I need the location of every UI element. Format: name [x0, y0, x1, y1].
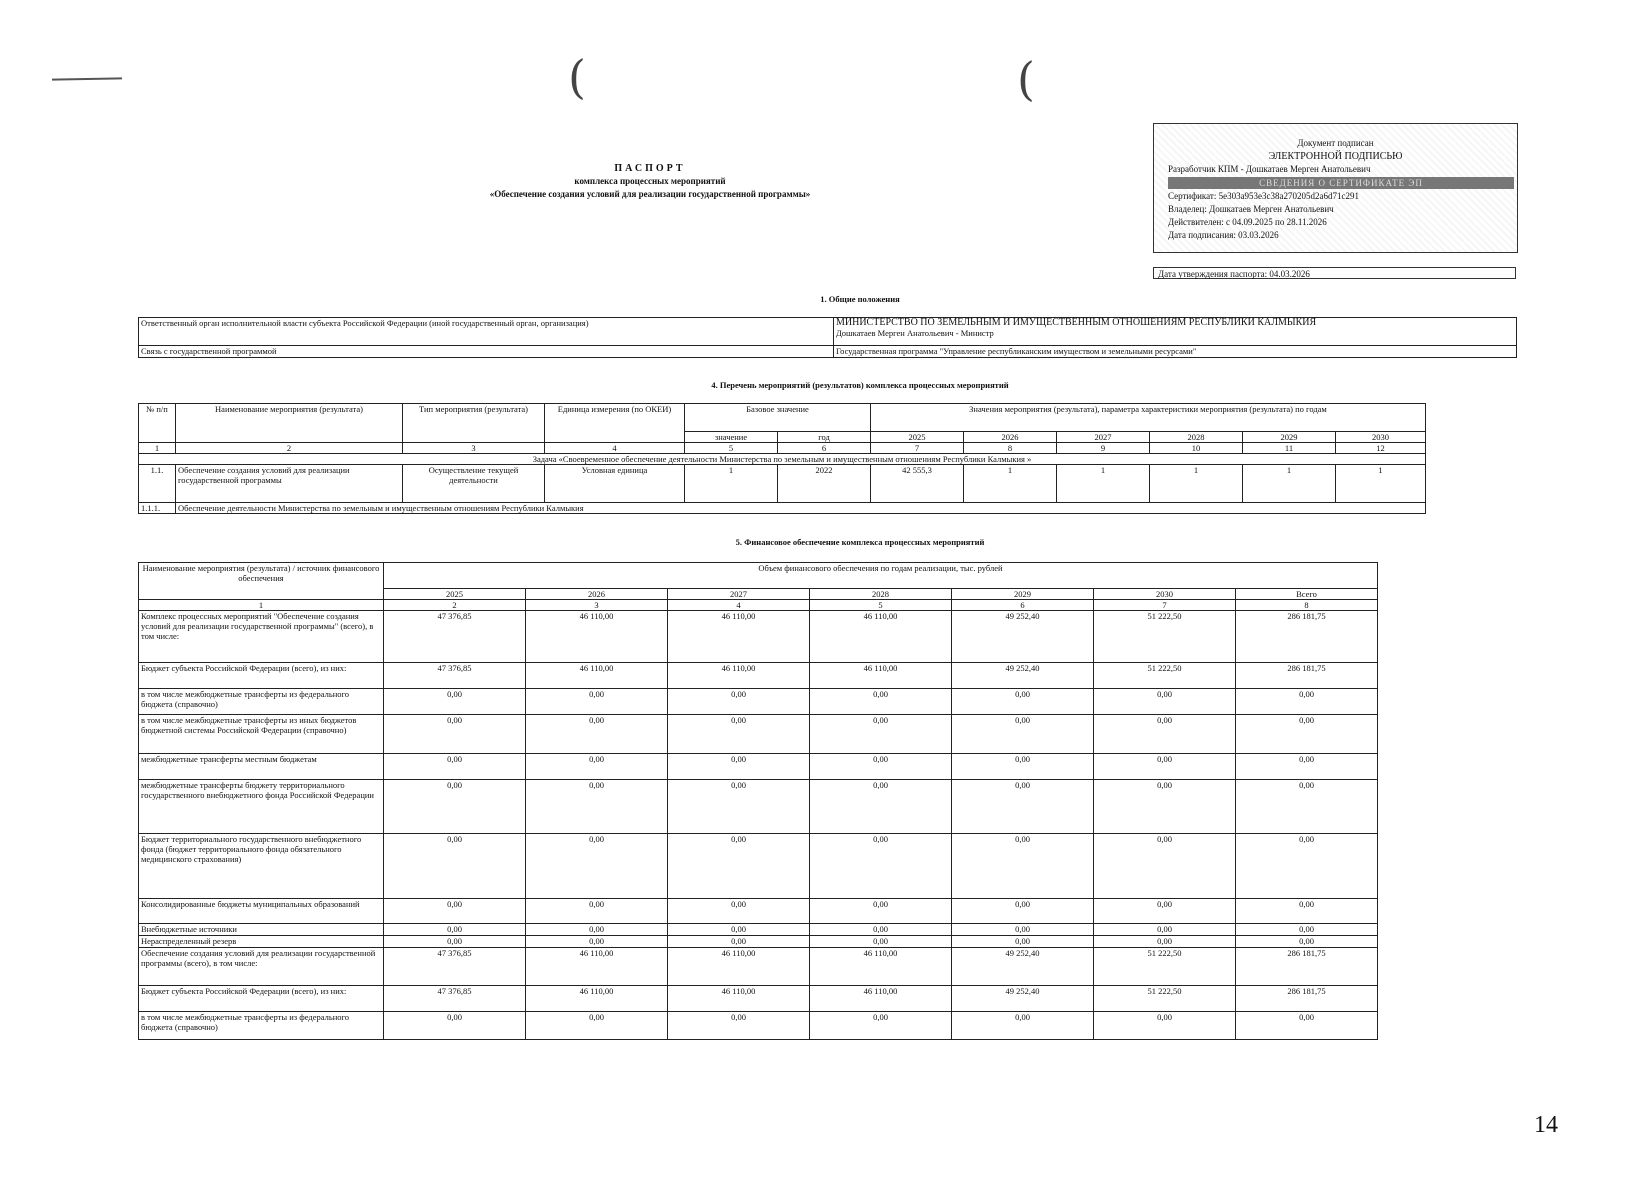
- activity-value: 1: [964, 465, 1057, 503]
- fin-row-value: 0,00: [668, 834, 810, 899]
- scan-line-mark: [52, 77, 122, 80]
- fin-row-value: 49 252,40: [952, 663, 1094, 689]
- fin-row-value: 0,00: [1094, 689, 1236, 715]
- fin-row-value: 47 376,85: [384, 663, 526, 689]
- fin-col-number: 3: [526, 600, 668, 611]
- fin-row-value: 286 181,75: [1236, 986, 1378, 1012]
- fin-year-header: 2025: [384, 589, 526, 600]
- fin-row-value: 0,00: [384, 780, 526, 834]
- activity-base-year: 2022: [778, 465, 871, 503]
- col-number: 7: [871, 443, 964, 454]
- fin-row-value: 0,00: [668, 689, 810, 715]
- financing-rows: [139, 611, 1378, 1040]
- fin-year-header: 2030: [1094, 589, 1236, 600]
- section5-title: 5. Финансовое обеспечение комплекса процессных мероприятий: [735, 537, 985, 547]
- fin-row-value: 0,00: [668, 715, 810, 754]
- electronic-signature-stamp: [1153, 123, 1518, 253]
- fin-row-value: 0,00: [810, 924, 952, 936]
- col-number: 12: [1336, 443, 1426, 454]
- gp-program: Государственная программа "Управление республиканским имуществом и земельными ресурсами": [834, 346, 1517, 358]
- fin-row-value: 0,00: [1094, 1012, 1236, 1040]
- fin-year-header: 2026: [526, 589, 668, 600]
- fin-row-value: 46 110,00: [810, 948, 952, 986]
- fin-row-value: 46 110,00: [526, 986, 668, 1012]
- fin-row-value: 0,00: [384, 899, 526, 924]
- sig-line1: Документ подписан: [1297, 138, 1374, 148]
- fin-row-value: 47 376,85: [384, 948, 526, 986]
- fin-name-header: Наименование мероприятия (результата) / источник финансового обеспечения: [139, 563, 384, 600]
- col-unit-header: Единица измерения (по ОКЕИ): [545, 404, 685, 443]
- fin-row-value: 0,00: [952, 834, 1094, 899]
- table-row: [139, 346, 1517, 358]
- sig-valid: Действителен: с 04.09.2025 по 28.11.2026: [1168, 217, 1327, 227]
- section4-title: 4. Перечень мероприятий (результатов) комплекса процессных мероприятий: [711, 380, 1009, 390]
- fin-row-value: 0,00: [952, 924, 1094, 936]
- fin-row-value: 0,00: [810, 936, 952, 948]
- passport-title: ПАСПОРТ: [614, 163, 686, 174]
- fin-row-value: 51 222,50: [1094, 948, 1236, 986]
- fin-row-label: Внебюджетные источники: [139, 924, 384, 936]
- fin-row-value: 46 110,00: [810, 986, 952, 1012]
- fin-row-label: в том числе межбюджетные трансферты из иных бюджетов бюджетной системы Российской Федерации (справочно): [139, 715, 384, 754]
- table-row: [139, 924, 1378, 936]
- fin-row-value: 0,00: [384, 924, 526, 936]
- fin-row-value: 0,00: [526, 780, 668, 834]
- fin-row-value: 0,00: [1236, 899, 1378, 924]
- col-base-value-header: значение: [685, 432, 778, 443]
- fin-row-label: Бюджет субъекта Российской Федерации (всего), из них:: [139, 663, 384, 689]
- activity-type: Осуществление текущей деятельности: [403, 465, 545, 503]
- fin-row-value: 0,00: [1094, 899, 1236, 924]
- fin-col-number: 7: [1094, 600, 1236, 611]
- col-values-header: Значения мероприятия (результата), параметра характеристики мероприятия (результата) по годам: [871, 404, 1426, 432]
- fin-row-value: 0,00: [526, 936, 668, 948]
- fin-row-value: 0,00: [526, 754, 668, 780]
- gp-minister: Дошкатаев Мерген Анатольевич - Министр: [836, 328, 994, 338]
- fin-row-label: Бюджет территориального государственного внебюджетного фонда (бюджет территориального фонда обязательного медицинского страхования): [139, 834, 384, 899]
- fin-row-value: 0,00: [952, 1012, 1094, 1040]
- fin-row-value: 0,00: [384, 715, 526, 754]
- gp-label: Связь с государственной программой: [139, 346, 834, 358]
- fin-total-header: Всего: [1236, 589, 1378, 600]
- fin-row-value: 0,00: [1094, 715, 1236, 754]
- table-row: [139, 600, 1378, 611]
- fin-row-value: 0,00: [1094, 924, 1236, 936]
- table-row: [139, 663, 1378, 689]
- fin-row-value: 51 222,50: [1094, 611, 1236, 663]
- gp-value: [834, 318, 1517, 346]
- sig-owner: Владелец: Дошкатаев Мерген Анатольевич: [1168, 204, 1334, 214]
- fin-row-value: 46 110,00: [810, 663, 952, 689]
- fin-row-value: 0,00: [1094, 936, 1236, 948]
- table-row: [139, 318, 1517, 346]
- fin-row-value: 0,00: [1094, 834, 1236, 899]
- activities-table: [138, 403, 1426, 514]
- page-number: 14: [1534, 1112, 1558, 1138]
- fin-row-value: 46 110,00: [668, 663, 810, 689]
- fin-row-value: 0,00: [810, 899, 952, 924]
- activity-value: 1: [1243, 465, 1336, 503]
- fin-row-value: 286 181,75: [1236, 663, 1378, 689]
- fin-row-value: 49 252,40: [952, 986, 1094, 1012]
- col-num-header: № п/п: [139, 404, 176, 443]
- fin-row-value: 0,00: [1236, 924, 1378, 936]
- fin-row-value: 0,00: [1236, 689, 1378, 715]
- fin-row-value: 0,00: [384, 834, 526, 899]
- fin-row-value: 0,00: [668, 1012, 810, 1040]
- fin-row-value: 46 110,00: [526, 948, 668, 986]
- fin-row-value: 0,00: [526, 834, 668, 899]
- col-number: 4: [545, 443, 685, 454]
- table-row: [139, 936, 1378, 948]
- sig-certificate: Сертификат: 5e303a953e3c38a270205d2a6d71c291: [1168, 191, 1360, 201]
- activity-value: 1: [1057, 465, 1150, 503]
- table-row: [139, 780, 1378, 834]
- fin-row-value: 47 376,85: [384, 611, 526, 663]
- fin-row-value: 46 110,00: [668, 948, 810, 986]
- fin-row-value: 46 110,00: [526, 611, 668, 663]
- col-number: 5: [685, 443, 778, 454]
- fin-row-label: Бюджет субъекта Российской Федерации (всего), из них:: [139, 986, 384, 1012]
- subactivity-name: Обеспечение деятельности Министерства по земельным и имущественным отношениям Республики Калмыкия: [176, 503, 1426, 514]
- subactivity-num: 1.1.1.: [139, 503, 176, 514]
- fin-row-value: 0,00: [384, 1012, 526, 1040]
- fin-row-value: 0,00: [952, 715, 1094, 754]
- fin-row-value: 0,00: [526, 689, 668, 715]
- fin-row-value: 0,00: [952, 936, 1094, 948]
- fin-row-value: 286 181,75: [1236, 948, 1378, 986]
- fin-row-label: Консолидированные бюджеты муниципальных образований: [139, 899, 384, 924]
- col-number: 2: [176, 443, 403, 454]
- fin-row-value: 0,00: [526, 924, 668, 936]
- fin-row-value: 0,00: [952, 899, 1094, 924]
- col-number: 11: [1243, 443, 1336, 454]
- section1-title: 1. Общие положения: [820, 294, 900, 304]
- table-row: [139, 503, 1426, 514]
- fin-row-value: 47 376,85: [384, 986, 526, 1012]
- fin-row-value: 0,00: [526, 715, 668, 754]
- fin-volume-header: Объем финансового обеспечения по годам реализации, тыс. рублей: [384, 563, 1378, 589]
- col-number: 6: [778, 443, 871, 454]
- table-row: [139, 754, 1378, 780]
- fin-row-value: 0,00: [952, 689, 1094, 715]
- table-row: [139, 465, 1426, 503]
- year-header: 2025: [871, 432, 964, 443]
- passport-name: «Обеспечение создания условий для реализации государственной программы»: [489, 189, 811, 199]
- fin-row-value: 286 181,75: [1236, 611, 1378, 663]
- fin-row-value: 0,00: [1236, 1012, 1378, 1040]
- fin-row-value: 46 110,00: [810, 611, 952, 663]
- fin-year-header: 2028: [810, 589, 952, 600]
- sig-line2: ЭЛЕКТРОННОЙ ПОДПИСЬЮ: [1268, 151, 1403, 162]
- table-row: [139, 715, 1378, 754]
- col-number: 3: [403, 443, 545, 454]
- table-row: [139, 899, 1378, 924]
- table-row: [139, 611, 1378, 663]
- col-name-header: Наименование мероприятия (результата): [176, 404, 403, 443]
- fin-row-value: 0,00: [810, 689, 952, 715]
- col-number: 9: [1057, 443, 1150, 454]
- fin-row-value: 0,00: [526, 899, 668, 924]
- activity-value: 1: [1336, 465, 1426, 503]
- financing-table: [138, 562, 1378, 1040]
- fin-row-value: 0,00: [384, 936, 526, 948]
- fin-col-number: 2: [384, 600, 526, 611]
- fin-row-value: 0,00: [1236, 834, 1378, 899]
- fin-row-value: 0,00: [952, 780, 1094, 834]
- fin-row-value: 0,00: [1236, 780, 1378, 834]
- fin-row-value: 0,00: [810, 715, 952, 754]
- sig-signed-date: Дата подписания: 03.03.2026: [1168, 230, 1279, 240]
- gp-ministry: МИНИСТЕРСТВО ПО ЗЕМЕЛЬНЫМ И ИМУЩЕСТВЕННЫМ ОТНОШЕНИЯМ РЕСПУБЛИКИ КАЛМЫКИЯ: [836, 317, 1317, 328]
- table-row: [139, 1012, 1378, 1040]
- fin-row-value: 0,00: [1236, 754, 1378, 780]
- fin-row-label: Нераспределенный резерв: [139, 936, 384, 948]
- approval-date: Дата утверждения паспорта: 04.03.2026: [1153, 267, 1516, 279]
- col-number: 1: [139, 443, 176, 454]
- fin-row-value: 46 110,00: [668, 986, 810, 1012]
- gp-label: Ответственный орган исполнительной власти субъекта Российской Федерации (иной государственный орган, организация): [139, 318, 834, 346]
- activity-value: 42 555,3: [871, 465, 964, 503]
- fin-row-value: 0,00: [668, 754, 810, 780]
- table-row: [139, 563, 1378, 589]
- fin-row-value: 0,00: [810, 754, 952, 780]
- fin-row-value: 0,00: [952, 754, 1094, 780]
- fin-row-label: Обеспечение создания условий для реализации государственной программы (всего), в том числе:: [139, 948, 384, 986]
- sig-developer: Разработчик КПМ - Дошкатаев Мерген Анатольевич: [1168, 164, 1371, 174]
- table-row: [139, 443, 1426, 454]
- fin-year-header: 2027: [668, 589, 810, 600]
- fin-row-label: Комплекс процессных мероприятий "Обеспечение создания условий для реализации государственной программы" (всего), в том числе:: [139, 611, 384, 663]
- fin-row-value: 0,00: [1236, 715, 1378, 754]
- passport-header: [440, 162, 860, 201]
- year-header: 2028: [1150, 432, 1243, 443]
- col-base-year-header: год: [778, 432, 871, 443]
- fin-row-value: 0,00: [1094, 780, 1236, 834]
- passport-subtitle: комплекса процессных мероприятий: [574, 176, 726, 186]
- activity-num: 1.1.: [139, 465, 176, 503]
- fin-row-value: 46 110,00: [526, 663, 668, 689]
- fin-row-label: в том числе межбюджетные трансферты из федерального бюджета (справочно): [139, 1012, 384, 1040]
- fin-col-number: 8: [1236, 600, 1378, 611]
- table-row: [139, 404, 1426, 432]
- col-number: 10: [1150, 443, 1243, 454]
- fin-row-value: 0,00: [668, 936, 810, 948]
- fin-col-number: 6: [952, 600, 1094, 611]
- fin-col-number: 1: [139, 600, 384, 611]
- general-provisions-table: [138, 317, 1517, 358]
- fin-row-label: межбюджетные трансферты местным бюджетам: [139, 754, 384, 780]
- fin-col-number: 5: [810, 600, 952, 611]
- col-base-header: Базовое значение: [685, 404, 871, 432]
- activity-unit: Условная единица: [545, 465, 685, 503]
- table-row: [139, 689, 1378, 715]
- fin-row-value: 0,00: [668, 780, 810, 834]
- fin-row-value: 0,00: [810, 1012, 952, 1040]
- fin-row-value: 49 252,40: [952, 611, 1094, 663]
- fin-row-value: 51 222,50: [1094, 986, 1236, 1012]
- fin-row-value: 0,00: [1236, 936, 1378, 948]
- task-row: Задача «Своевременное обеспечение деятельности Министерства по земельным и имущественным отношениям Республики Калмыкия »: [139, 454, 1426, 465]
- year-header: 2029: [1243, 432, 1336, 443]
- year-header: 2027: [1057, 432, 1150, 443]
- scan-bracket-mark: (: [1017, 52, 1035, 106]
- table-row: [139, 834, 1378, 899]
- col-number: 8: [964, 443, 1057, 454]
- year-header: 2030: [1336, 432, 1426, 443]
- fin-row-value: 0,00: [1094, 754, 1236, 780]
- fin-row-value: 0,00: [384, 754, 526, 780]
- sig-cert-header: СВЕДЕНИЯ О СЕРТИФИКАТЕ ЭП: [1168, 177, 1514, 189]
- fin-row-value: 0,00: [384, 689, 526, 715]
- fin-row-value: 49 252,40: [952, 948, 1094, 986]
- fin-year-header: 2029: [952, 589, 1094, 600]
- scan-bracket-mark: (: [568, 50, 586, 104]
- activity-name: Обеспечение создания условий для реализации государственной программы: [176, 465, 403, 503]
- fin-row-label: межбюджетные трансферты бюджету территориального государственного внебюджетного фонда Российской Федерации: [139, 780, 384, 834]
- activity-value: 1: [1150, 465, 1243, 503]
- fin-row-value: 0,00: [810, 780, 952, 834]
- fin-row-value: 0,00: [526, 1012, 668, 1040]
- fin-row-value: 51 222,50: [1094, 663, 1236, 689]
- year-header: 2026: [964, 432, 1057, 443]
- fin-col-number: 4: [668, 600, 810, 611]
- activity-base-value: 1: [685, 465, 778, 503]
- table-row: [139, 454, 1426, 465]
- table-row: [139, 986, 1378, 1012]
- fin-row-value: 0,00: [810, 834, 952, 899]
- fin-row-value: 0,00: [668, 899, 810, 924]
- fin-row-label: в том числе межбюджетные трансферты из федерального бюджета (справочно): [139, 689, 384, 715]
- col-type-header: Тип мероприятия (результата): [403, 404, 545, 443]
- fin-row-value: 46 110,00: [668, 611, 810, 663]
- fin-row-value: 0,00: [668, 924, 810, 936]
- table-row: [139, 948, 1378, 986]
